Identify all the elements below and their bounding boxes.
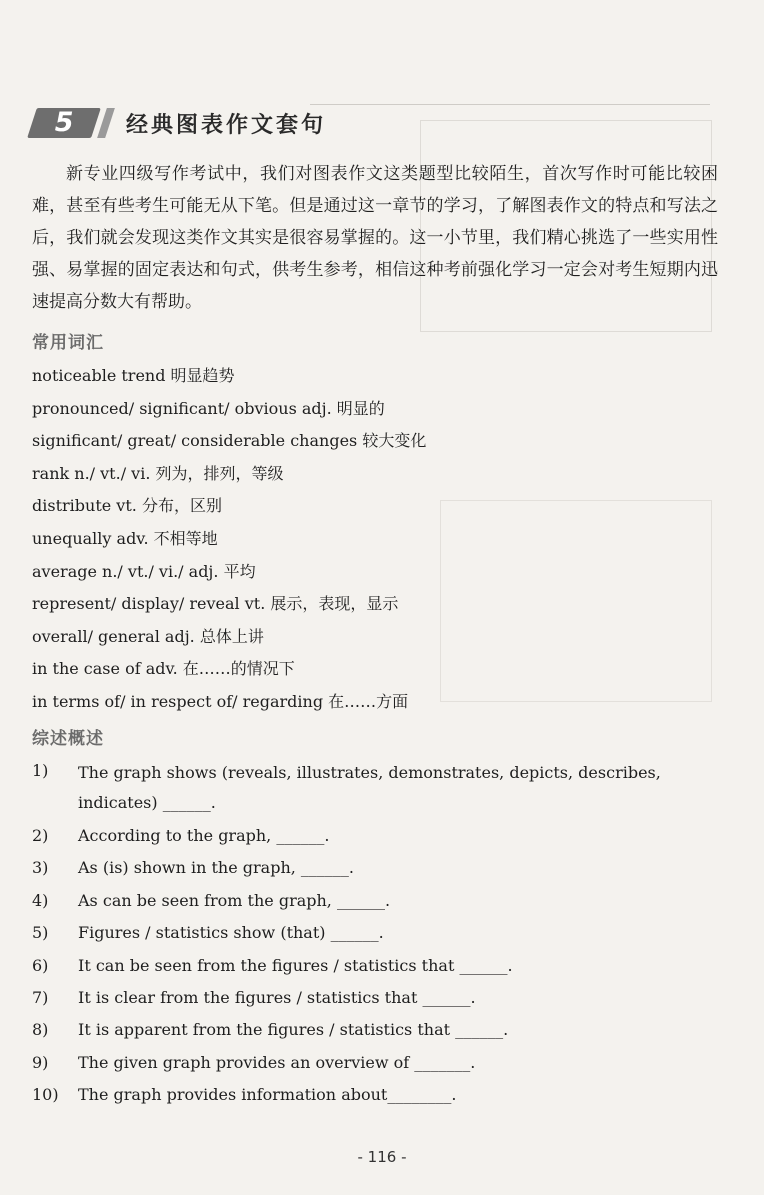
vocab-item: pronounced/ significant/ obvious adj. 明显的 [32, 398, 385, 418]
sentence-list [32, 756, 722, 1112]
sentence-item [32, 1079, 722, 1111]
sentence-text: The graph shows (reveals, illustrates, demonstrates, depicts, describes, indicates) ______. [78, 763, 661, 812]
sentence-number: 7) [32, 988, 49, 1008]
sentence-text: Figures / statistics show (that) ______. [78, 923, 384, 943]
summary-heading: 综述概述 [32, 729, 104, 749]
sentence-text: It is clear from the figures / statistics that ______. [78, 988, 476, 1008]
sentence-number: 6) [32, 955, 49, 975]
badge-tail-decoration [97, 108, 115, 138]
vocab-item: in terms of/ in respect of/ regarding 在……方面 [32, 691, 409, 711]
vocab-item: unequally adv. 不相等地 [32, 528, 218, 548]
sentence-text: As (is) shown in the graph, ______. [78, 858, 355, 878]
vocab-item: average n./ vt./ vi./ adj. 平均 [32, 561, 256, 581]
sentence-number: 5) [32, 923, 49, 943]
sentence-number: 4) [32, 890, 49, 910]
sentence-text: It is apparent from the figures / statistics that ______. [78, 1020, 509, 1040]
vocab-item: rank n./ vt./ vi. 列为，排列，等级 [32, 463, 284, 483]
sentence-item [32, 1047, 722, 1079]
sentence-number: 10) [32, 1085, 59, 1105]
vocab-item: noticeable trend 明显趋势 [32, 366, 235, 385]
sentence-item [32, 885, 722, 917]
sentence-item [32, 982, 722, 1014]
sentence-number: 2) [32, 826, 49, 845]
sentence-text: It can be seen from the figures / statistics that ______. [78, 955, 513, 975]
vocab-item: significant/ great/ considerable changes 较大变化 [32, 431, 427, 451]
sentence-item [32, 950, 722, 982]
section-title: 经典图表作文套句 [126, 113, 327, 138]
sentence-text: The given graph provides an overview of _______. [78, 1052, 476, 1072]
intro-paragraph [32, 158, 718, 318]
sentence-number: 1) [32, 761, 49, 780]
sentence-item [32, 917, 722, 949]
sentence-text: According to the graph, ______. [78, 826, 330, 845]
vocab-list [32, 360, 722, 719]
sentence-item [32, 820, 722, 852]
section-header [32, 106, 712, 142]
sentence-item [32, 756, 722, 820]
sentence-number: 9) [32, 1052, 49, 1072]
section-number: 5 [54, 107, 74, 138]
vocab-item: in the case of adv. 在……的情况下 [32, 659, 295, 679]
vocab-heading: 常用词汇 [32, 333, 104, 353]
sentence-number: 3) [32, 858, 49, 878]
sentence-number: 8) [32, 1020, 49, 1040]
sentence-item [32, 1014, 722, 1046]
vocab-item: represent/ display/ reveal vt. 展示，表现，显示 [32, 594, 399, 614]
intro-text: 新专业四级写作考试中，我们对图表作文这类题型比较陌生，首次写作时可能比较困难，甚至有些考生可能无从下笔。但是通过这一章节的学习，了解图表作文的特点和写法之后，我们就会发现这类作文其实是很容易掌握的。这一小节里，我们精心挑选了一些实用性强、易掌握的固定表达和句式，供考生参考，相信这种考前强化学习一定会对考生短期内迅速提高分数大有帮助。 [32, 164, 718, 312]
page-number: - 116 - [357, 1148, 407, 1166]
sentence-text: The graph provides information about________. [78, 1085, 457, 1105]
sentence-text: As can be seen from the graph, ______. [78, 890, 391, 910]
vocab-item: overall/ general adj. 总体上讲 [32, 626, 264, 646]
section-number-badge [27, 108, 101, 138]
sentence-item [32, 852, 722, 884]
vocab-item: distribute vt. 分布，区别 [32, 496, 222, 516]
bleed-through-rule [310, 104, 710, 105]
